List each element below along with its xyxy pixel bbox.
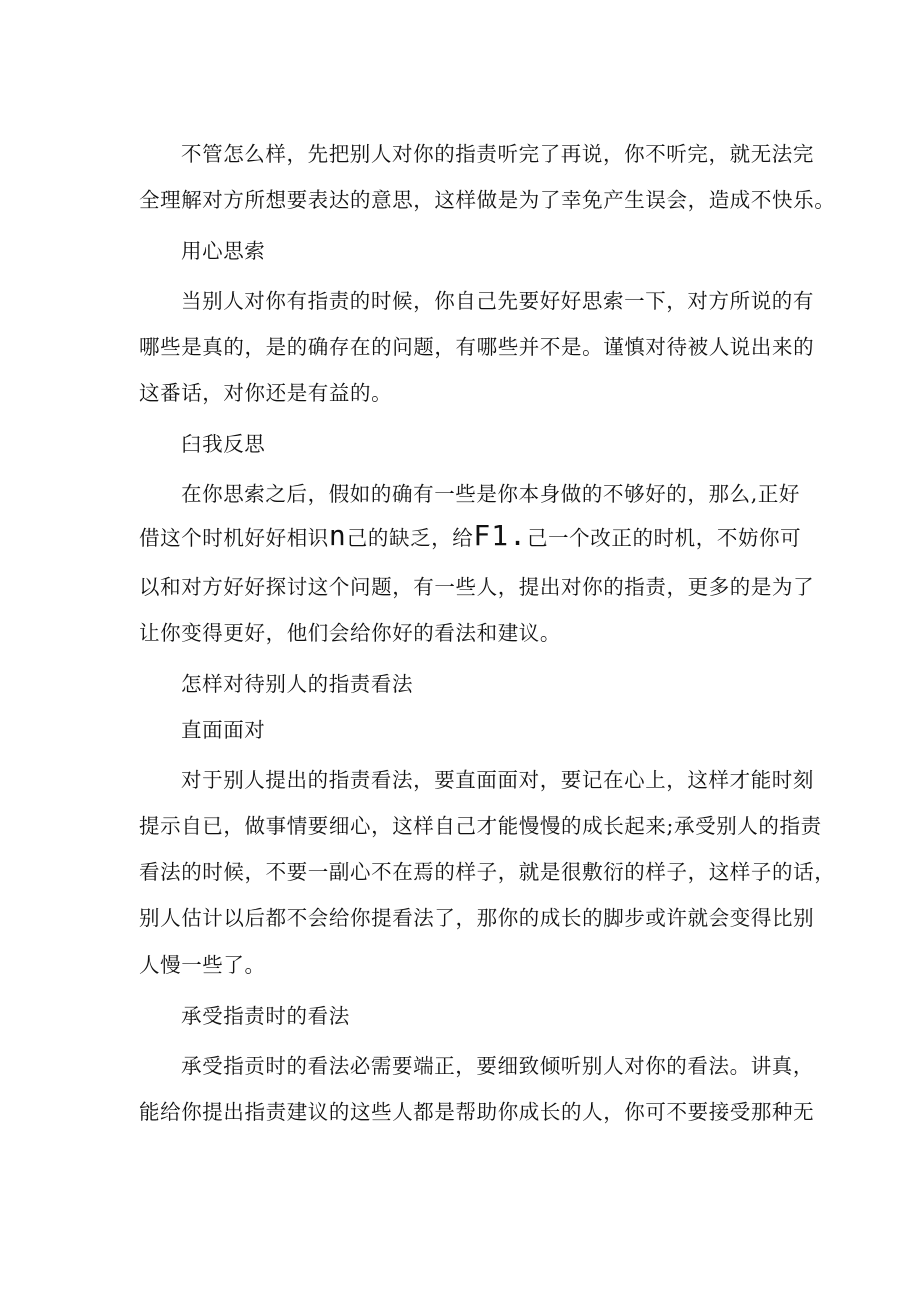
paragraph-line: 提示自已，做事情要细心，这样自己才能慢慢的成长起来;承受别人的指责 (139, 814, 822, 838)
ocr-artifact-text: F1. (473, 519, 527, 552)
paragraph-line: 在你思索之后，假如的确有一些是你本身做的不够好的，那么,正好 (181, 482, 801, 506)
section-heading: 用心思索 (181, 239, 266, 263)
text-segment: 借这个时机好好相识 (139, 526, 329, 550)
paragraph-line: 不管怎么样，先把别人对你的指责听完了再说，你不听完，就无法完 (181, 142, 814, 166)
paragraph-line: 看法的时候，不要一副心不在焉的样子，就是很敷衍的样子，这样子的话， (139, 860, 836, 884)
paragraph-line: 让你变得更好，他们会给你好的看法和建议。 (139, 621, 561, 645)
paragraph-line: 别人估计以后都不会给你提看法了，那你的成长的脚步或许就会变得比别 (139, 906, 815, 930)
paragraph-line: 以和对方好好探讨这个问题，有一些人，提出对你的指责，更多的是为了 (139, 575, 815, 599)
paragraph-line-mixed (139, 519, 802, 552)
section-heading: 直面面对 (181, 718, 266, 742)
paragraph-line: 当别人对你有指责的时候，你自己先要好好思索一下，对方所说的有 (181, 289, 814, 313)
section-heading: 臼我反思 (181, 432, 266, 456)
section-heading: 怎样对待别人的指责看法 (181, 672, 414, 696)
paragraph-line: 承受指贡时的看法必需要端正，要细致倾听别人对你的看法。讲真， (181, 1054, 814, 1078)
text-segment: 己一个改正的时机，不妨你可 (526, 526, 802, 550)
ocr-artifact-text: n (328, 519, 347, 552)
paragraph-line: 能给你提出指责建议的这些人都是帮助你成长的人，你可不要接受那种无 (139, 1100, 815, 1124)
paragraph-line: 这番话，对你还是有益的。 (139, 381, 393, 405)
paragraph-line: 人慢一些了。 (139, 953, 266, 977)
paragraph-line: 哪些是真的，是的确存在的问题，有哪些并不是。谨慎对待被人说出来的 (139, 335, 815, 359)
paragraph-line: 对于别人提出的指责看法，要直面面对，要记在心上，这样才能时刻 (181, 768, 814, 792)
text-segment: 己的缺乏，给 (346, 526, 474, 550)
paragraph-line: 全理解对方所想要表达的意思，这样做是为了幸免产生误会，造成不快乐。 (139, 188, 836, 212)
section-heading: 承受指责时的看法 (181, 1004, 350, 1028)
